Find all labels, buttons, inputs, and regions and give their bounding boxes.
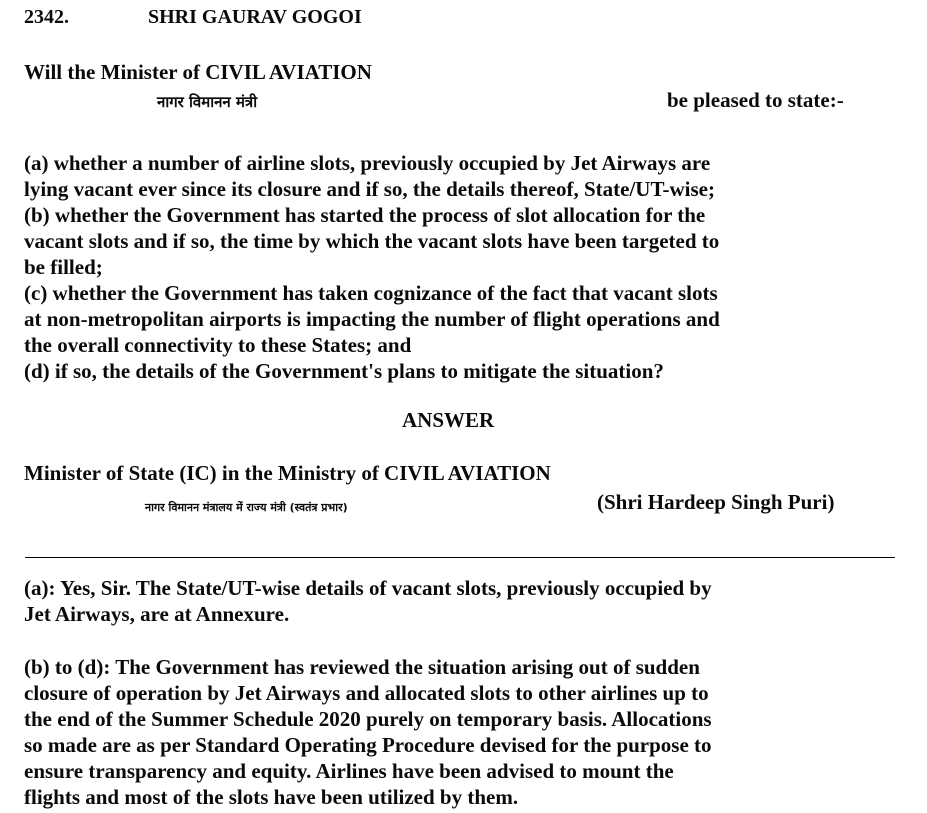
question-intro: Will the Minister of CIVIL AVIATION — [24, 60, 372, 84]
question-line: the overall connectivity to these States; and — [24, 333, 412, 357]
question-line: lying vacant ever since its closure and if so, the details thereof, State/UT-wise; — [24, 177, 716, 201]
question-number: 2342. — [24, 6, 69, 28]
pleased-to-state: be pleased to state:- — [667, 88, 844, 112]
answer-heading: ANSWER — [402, 408, 495, 432]
answer-line: Jet Airways, are at Annexure. — [24, 602, 290, 626]
question-line: (a) whether a number of airline slots, previously occupied by Jet Airways are — [24, 151, 711, 175]
question-line: (d) if so, the details of the Government's plans to mitigate the situation? — [24, 359, 664, 383]
question-line: (b) whether the Government has started the process of slot allocation for the — [24, 203, 706, 227]
member-name: SHRI GAURAV GOGOI — [148, 6, 362, 28]
answer-line: the end of the Summer Schedule 2020 purely on temporary basis. Allocations — [24, 707, 712, 731]
minister-name: (Shri Hardeep Singh Puri) — [597, 490, 835, 514]
question-line: (c) whether the Government has taken cognizance of the fact that vacant slots — [24, 281, 718, 305]
answering-minister: Minister of State (IC) in the Ministry of CIVIL AVIATION — [24, 461, 551, 485]
answer-line: flights and most of the slots have been utilized by them. — [24, 785, 519, 809]
answering-minister-hindi: नागर विमानन मंत्रालय में राज्य मंत्री (स्वतंत्र प्रभार) — [145, 501, 348, 514]
answer-part-b-to-d — [24, 654, 894, 810]
answer-line: (b) to (d): The Government has reviewed the situation arising out of sudden — [24, 655, 700, 679]
question-body — [24, 150, 894, 384]
divider-line — [25, 557, 895, 558]
minister-hindi-title: नागर विमानन मंत्री — [157, 93, 258, 111]
question-line: at non-metropolitan airports is impacting the number of flight operations and — [24, 307, 720, 331]
question-line: vacant slots and if so, the time by which the vacant slots have been targeted to — [24, 229, 720, 253]
question-line: be filled; — [24, 255, 103, 279]
answer-line: ensure transparency and equity. Airlines have been advised to mount the — [24, 759, 674, 783]
answer-part-a — [24, 575, 894, 627]
answer-line: closure of operation by Jet Airways and allocated slots to other airlines up to — [24, 681, 709, 705]
answer-line: (a): Yes, Sir. The State/UT-wise details of vacant slots, previously occupied by — [24, 576, 712, 600]
answer-line: so made are as per Standard Operating Procedure devised for the purpose to — [24, 733, 712, 757]
